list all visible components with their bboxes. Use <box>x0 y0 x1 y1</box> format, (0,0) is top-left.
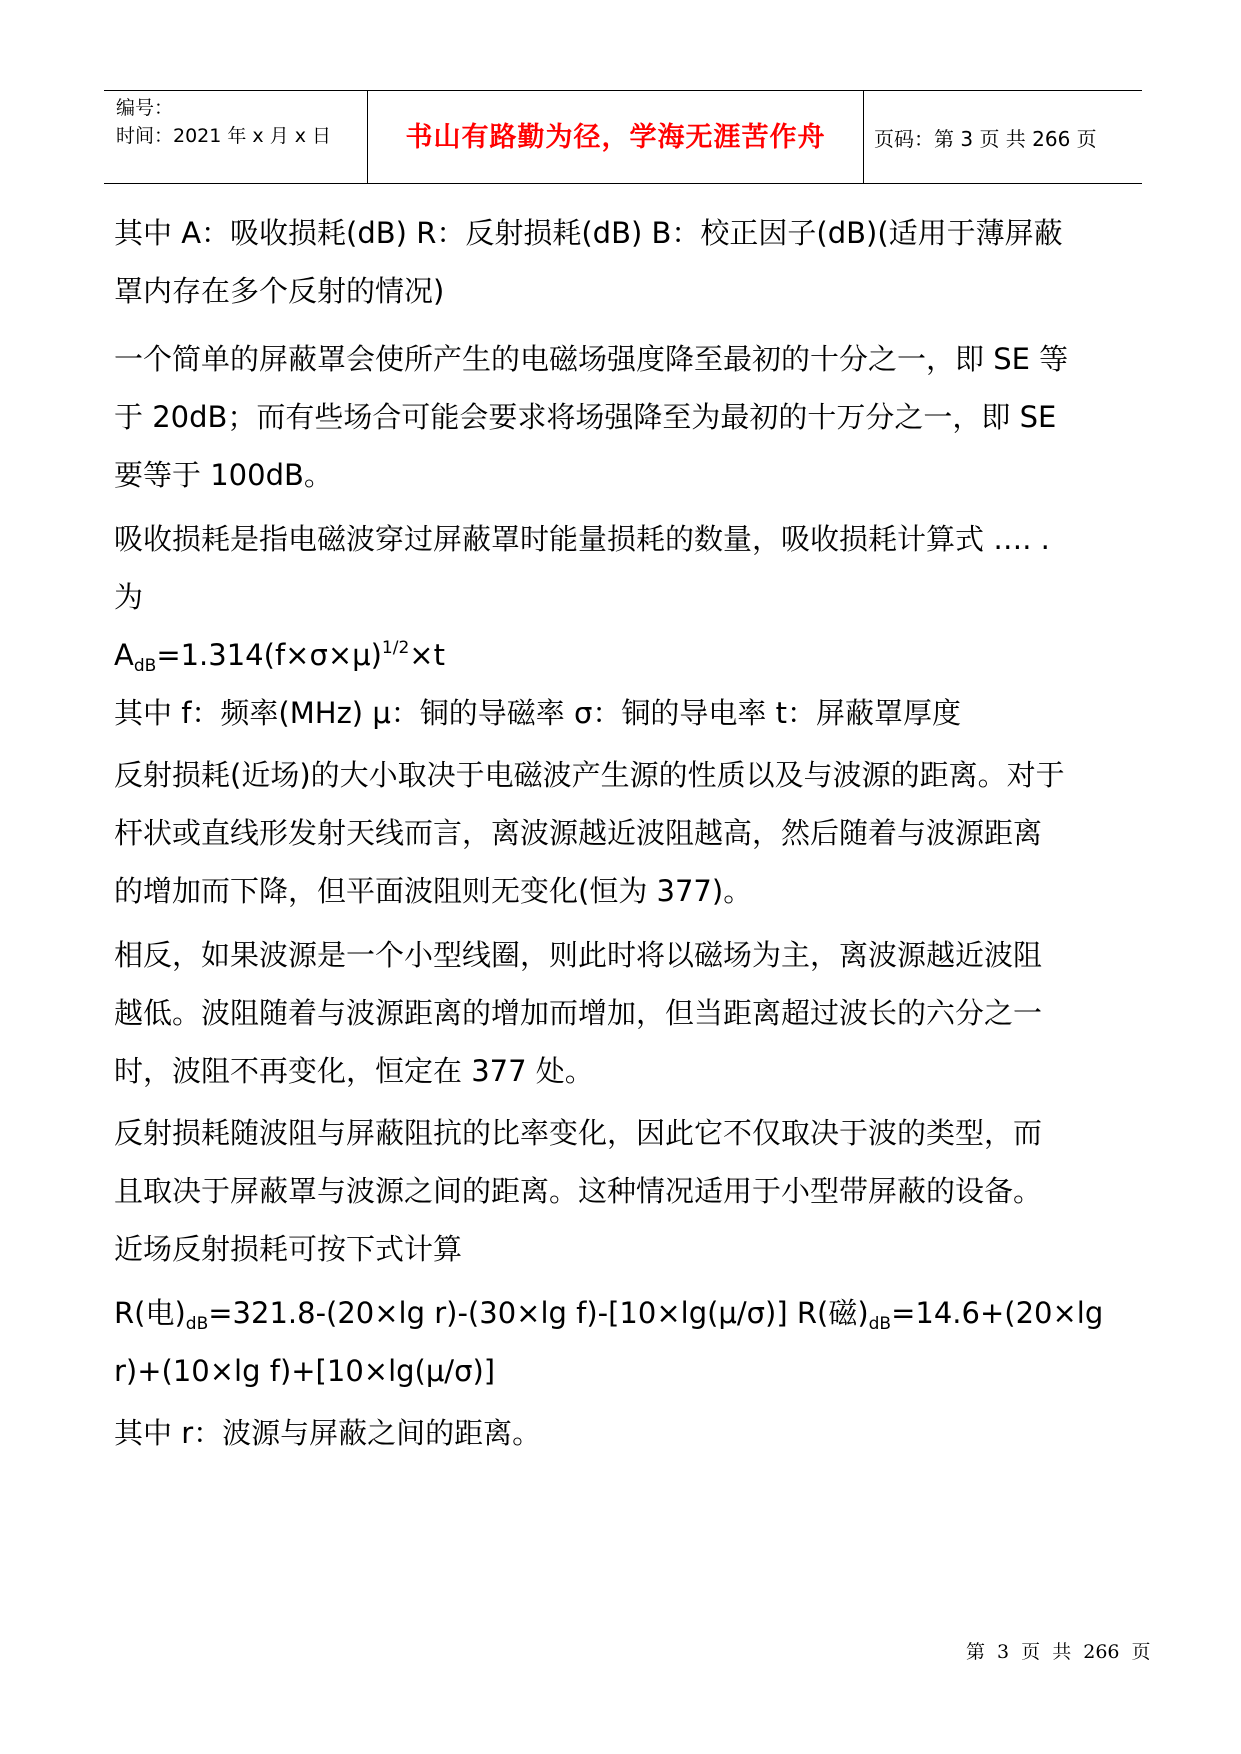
header-motto-cell <box>367 91 864 183</box>
formula-subscript: dB <box>133 656 157 676</box>
body-line: r)+(10×lg f)+[10×lg(μ/σ)] <box>114 1354 496 1388</box>
formula-part: =321.8-(20×lg r)-(30×lg f)-[10×lg(μ/σ)] R(磁) <box>208 1296 869 1330</box>
formula-subscript: dB <box>185 1314 209 1334</box>
body-line: 相反，如果波源是一个小型线圈，则此时将以磁场为主，离波源越近波阻 <box>114 938 1043 972</box>
page-footer: 第 3 页 共 266 页 <box>966 1641 1151 1663</box>
formula-absorption <box>114 630 445 680</box>
body-line: 其中 f：频率(MHz) μ：铜的导磁率 σ：铜的导电率 t：屏蔽罩厚度 <box>114 696 961 730</box>
formula-part: ×t <box>409 638 445 672</box>
body-line: 且取决于屏蔽罩与波源之间的距离。这种情况适用于小型带屏蔽的设备。 <box>114 1174 1043 1208</box>
body-line: 一个简单的屏蔽罩会使所产生的电磁场强度降至最初的十分之一，即 SE 等 <box>114 342 1069 376</box>
body-line: 吸收损耗是指电磁波穿过屏蔽罩时能量损耗的数量，吸收损耗计算式 …. . <box>114 522 1050 556</box>
formula-part: =14.6+(20×lg <box>891 1296 1104 1330</box>
formula-part: R(电) <box>114 1296 186 1330</box>
body-line: 越低。波阻随着与波源距离的增加而增加，但当距离超过波长的六分之一 <box>114 996 1043 1030</box>
body-line: 于 20dB；而有些场合可能会要求将场强降至为最初的十万分之一，即 SE <box>114 400 1057 434</box>
header-meta <box>104 91 366 183</box>
formula-part: =1.314(f×σ×μ) <box>156 638 382 672</box>
formula-subscript: dB <box>868 1314 892 1334</box>
body-line: 为 <box>114 580 144 614</box>
body-line: 罩内存在多个反射的情况) <box>114 274 445 308</box>
body-line: 反射损耗(近场)的大小取决于电磁波产生源的性质以及与波源的距离。对于 <box>114 758 1065 792</box>
body-line: 其中 A：吸收损耗(dB) R：反射损耗(dB) B：校正因子(dB)(适用于薄屏蔽 <box>114 216 1063 250</box>
formula-part: A <box>114 638 134 672</box>
formula-reflection <box>114 1288 1103 1338</box>
body-line: 反射损耗随波阻与屏蔽阻抗的比率变化，因此它不仅取决于波的类型，而 <box>114 1116 1043 1150</box>
body-line: 其中 r：波源与屏蔽之间的距离。 <box>114 1416 542 1450</box>
formula-superscript: 1/2 <box>381 638 410 658</box>
body-line: 时，波阻不再变化，恒定在 377 处。 <box>114 1054 594 1088</box>
page-header <box>104 90 1142 184</box>
body-line: 要等于 100dB。 <box>114 458 333 492</box>
body-line: 的增加而下降，但平面波阻则无变化(恒为 377)。 <box>114 874 753 908</box>
header-motto: 书山有路勤为径，学海无涯苦作舟 <box>405 122 826 153</box>
body-line: 近场反射损耗可按下式计算 <box>114 1232 463 1266</box>
header-page-code: 页码：第 3 页 共 266 页 <box>874 127 1097 151</box>
document-number-label: 编号： <box>116 97 174 119</box>
document-time: 时间：2021 年 x 月 x 日 <box>116 125 332 147</box>
body-line: 杆状或直线形发射天线而言，离波源越近波阻越高，然后随着与波源距离 <box>114 816 1043 850</box>
header-page-cell <box>864 91 1142 183</box>
